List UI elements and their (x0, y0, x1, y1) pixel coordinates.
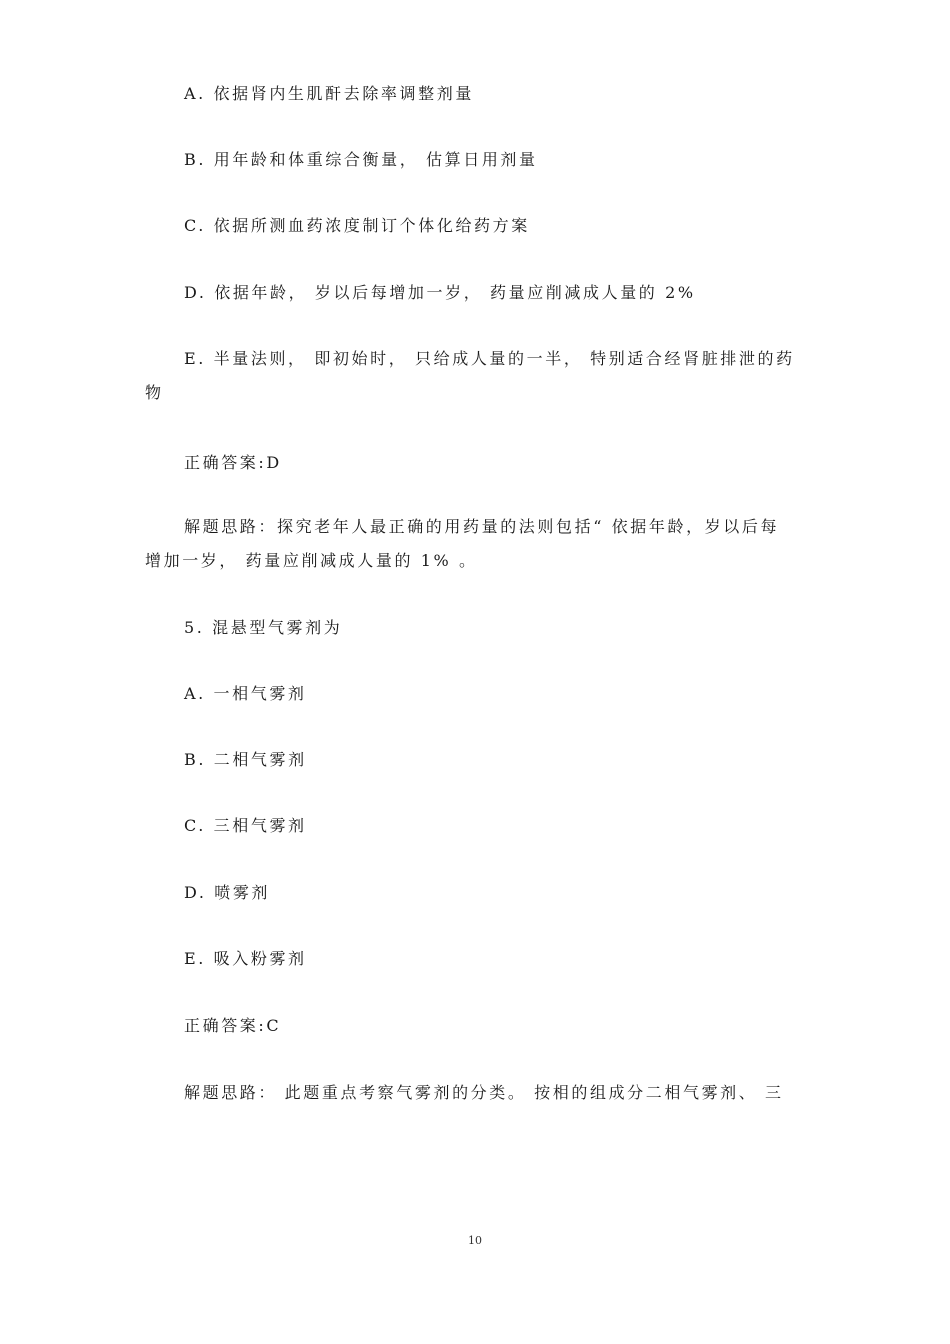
q5-option-e: E. 吸入粉雾剂 (184, 949, 307, 968)
q5-option-c: C. 三相气雾剂 (184, 816, 307, 835)
q4-option-c: C. 依据所测血药浓度制订个体化给药方案 (184, 216, 530, 235)
q4-option-e-line2: 物 (145, 383, 164, 402)
q4-explanation-line2: 增加一岁， 药量应削减成人量的 1% 。 (145, 551, 478, 570)
q4-option-d: D. 依据年龄， 岁以后每增加一岁， 药量应削减成人量的 2% (184, 283, 696, 302)
q4-option-e-line1: E. 半量法则， 即初始时， 只给成人量的一半， 特别适合经肾脏排泄的药 (184, 349, 795, 368)
q4-option-a: A. 依据肾内生肌酐去除率调整剂量 (184, 84, 474, 103)
q4-answer: 正确答案:D (184, 453, 282, 472)
q4-option-b: B. 用年龄和体重综合衡量， 估算日用剂量 (184, 150, 538, 169)
page-number: 10 (468, 1234, 482, 1247)
q4-explanation-line1: 解题思路：探究老年人最正确的用药量的法则包括“ 依据年龄，岁以后每 (184, 517, 780, 536)
q5-option-d: D. 喷雾剂 (184, 883, 271, 902)
q5-explanation-line1: 解题思路： 此题重点考察气雾剂的分类。 按相的组成分二相气雾剂、 三 (184, 1083, 784, 1102)
q5-answer: 正确答案:C (184, 1016, 282, 1035)
q5-option-b: B. 二相气雾剂 (184, 750, 307, 769)
q5-option-a: A. 一相气雾剂 (184, 684, 307, 703)
q5-stem: 5. 混悬型气雾剂为 (184, 618, 343, 637)
